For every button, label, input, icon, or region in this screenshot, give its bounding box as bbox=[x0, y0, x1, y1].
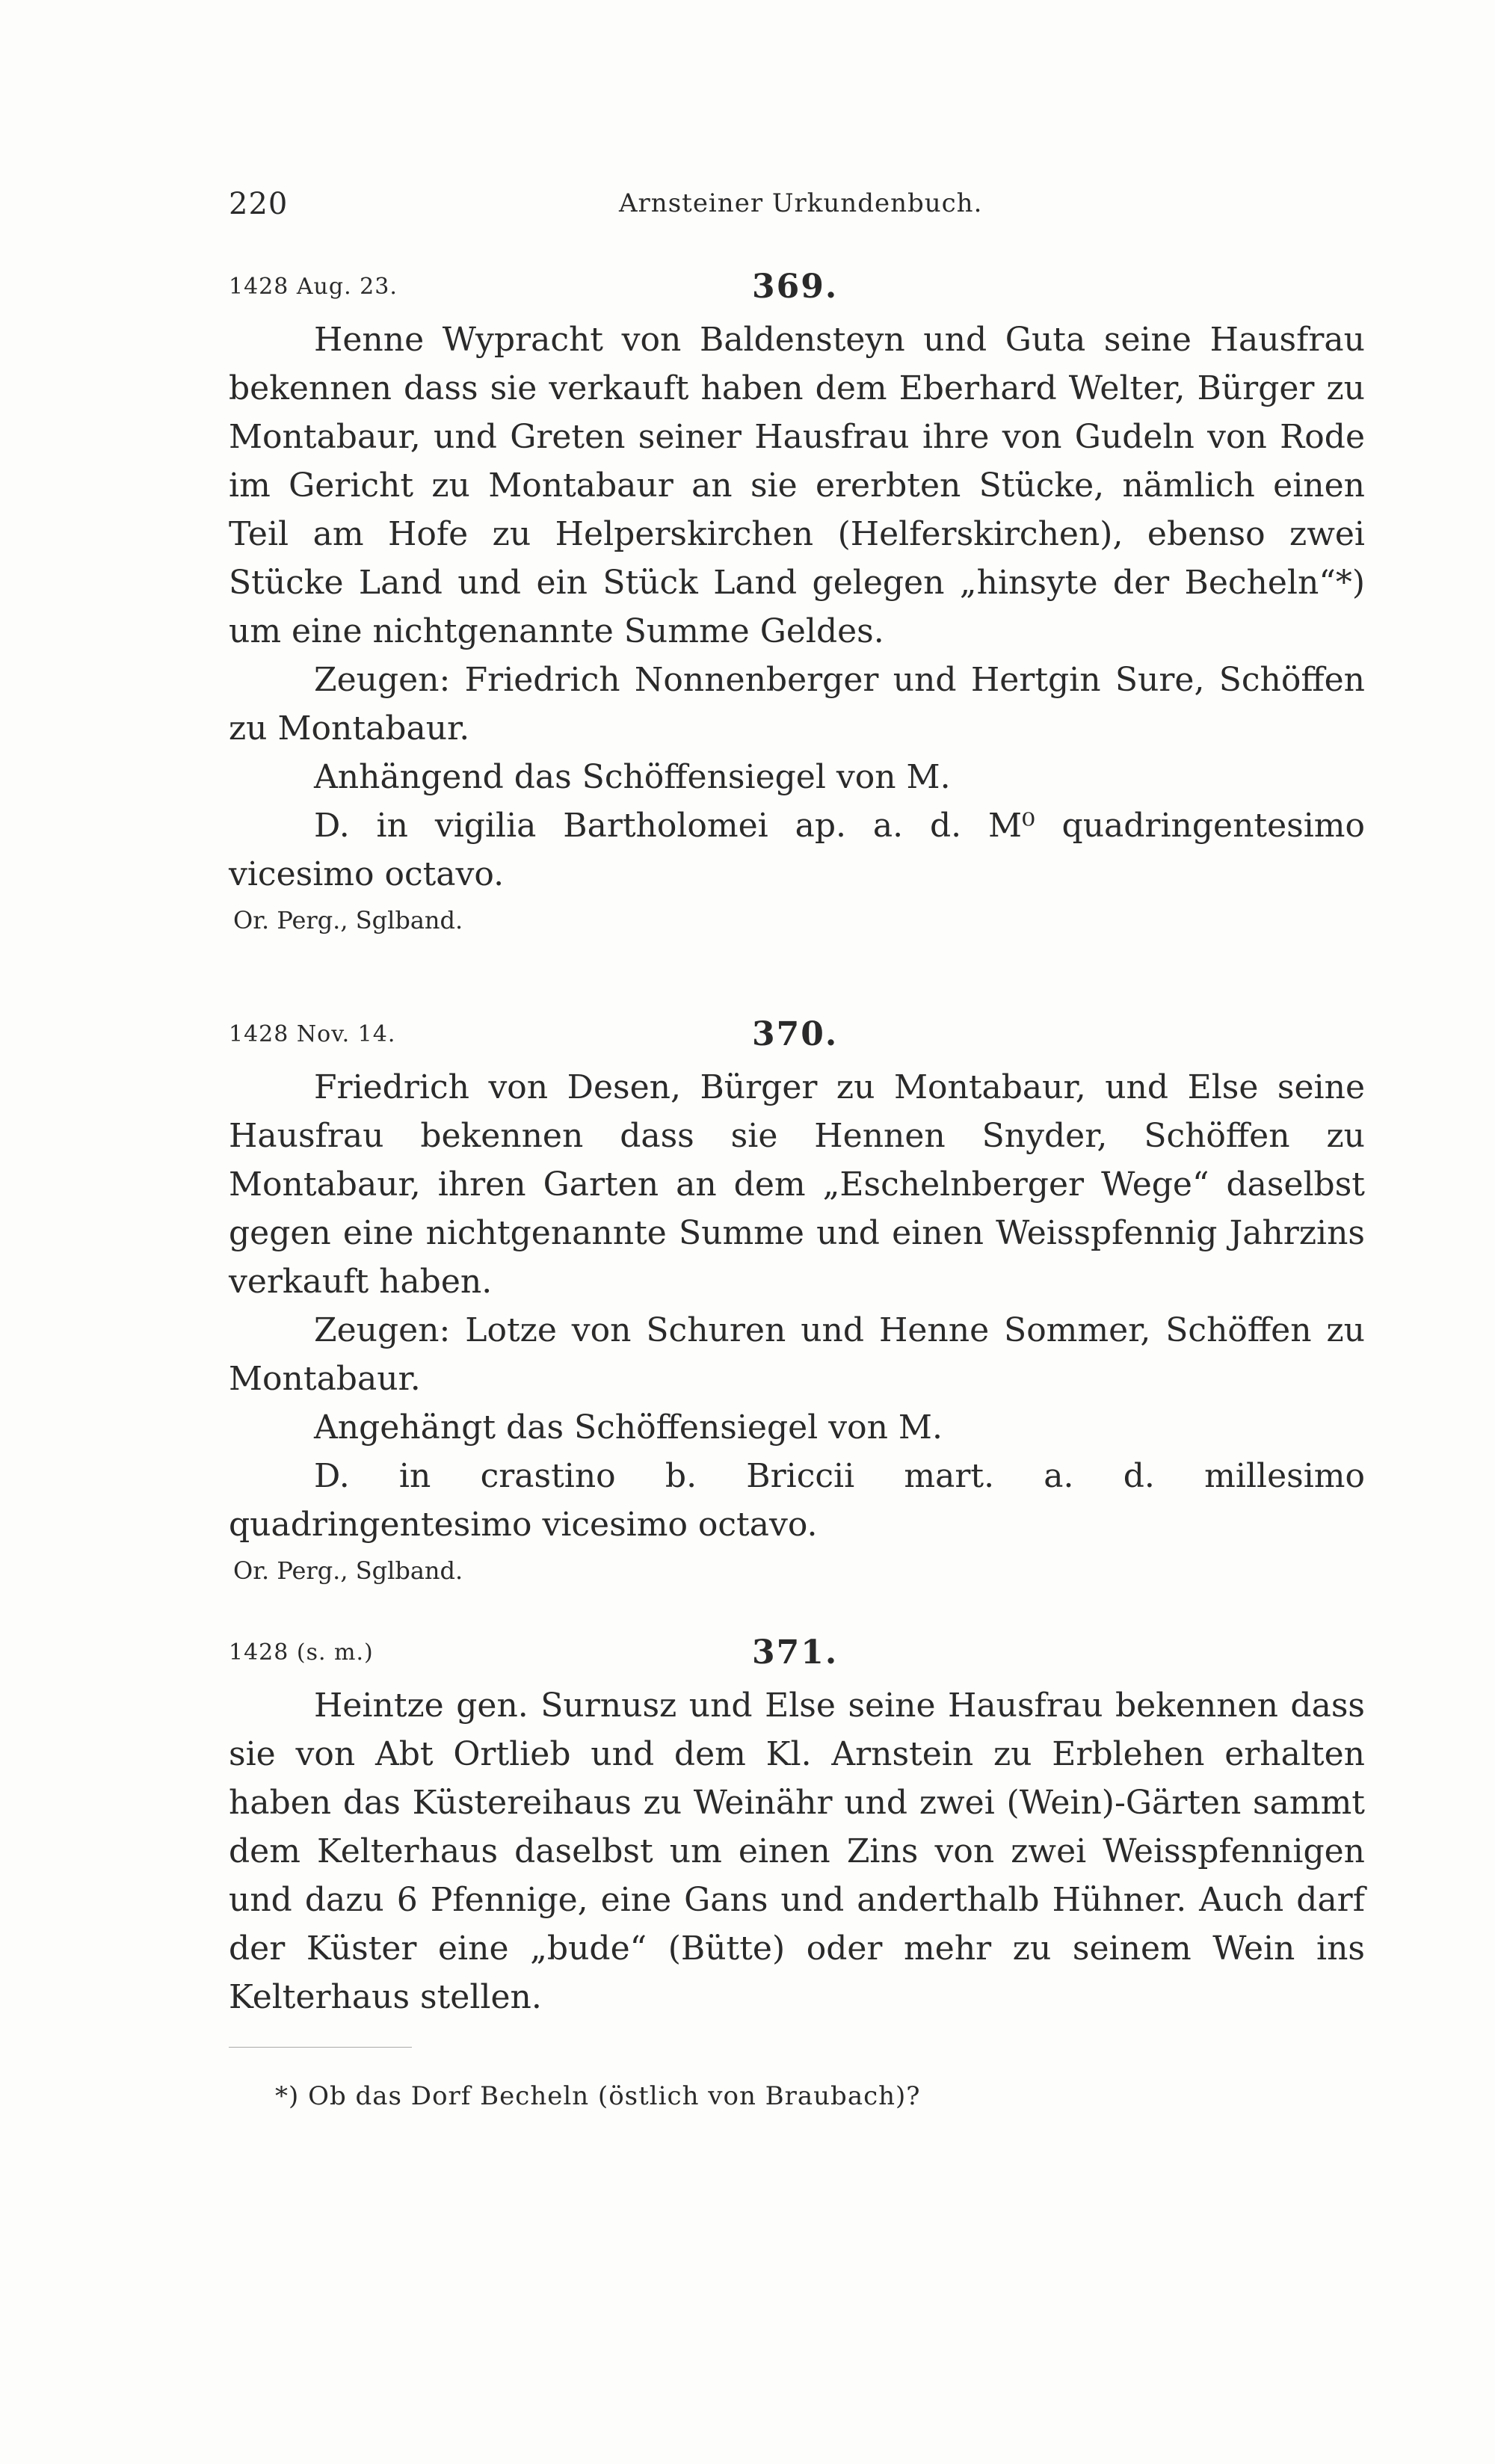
entry-witnesses: Zeugen: Friedrich Nonnenberger und Hertgin Sure, Schöffen zu Montabaur. bbox=[229, 661, 1365, 748]
entry-seal: Anhängend das Schöffensiegel von M. bbox=[314, 758, 951, 796]
entry-header bbox=[229, 1015, 1365, 1063]
entry-source: Or. Perg., Sglband. bbox=[233, 906, 463, 934]
entry-header bbox=[229, 1633, 1365, 1681]
entry-date: 1428 Aug. 23. bbox=[229, 274, 398, 300]
entry-number: 371. bbox=[752, 1633, 839, 1672]
running-head bbox=[229, 187, 1365, 239]
document-entry-370 bbox=[229, 1015, 1365, 1589]
book-title: Arnsteiner Urkundenbuch. bbox=[619, 188, 983, 218]
entry-summary: Friedrich von Desen, Bürger zu Montabaur, und Else seine Hausfrau bekennen dass sie Hennen Snyder, Schöffen zu Montabaur, ihren Garten an dem „Eschelnberger Wege“ daselbst gegen eine nichtgenannte Summe und einen Weisspfennig Jahrzins verkauft haben. bbox=[229, 1068, 1365, 1301]
document-entry-369 bbox=[229, 268, 1365, 939]
entry-summary: Heintze gen. Surnusz und Else seine Hausfrau bekennen dass sie von Abt Ortlieb und dem Kl. Arnstein zu Erblehen erhalten haben das Küstereihaus zu Weinähr und zwei (Wein)-Gärten sammt dem Kelterhaus daselbst um einen Zins von zwei Weisspfennigen und dazu 6 Pfennige, eine Gans und anderthalb Hühner. Auch darf der Küster eine „bude“ (Bütte) oder mehr zu seinem Wein ins Kelterhaus stellen. bbox=[229, 1687, 1365, 2016]
entry-date: 1428 (s. m.) bbox=[229, 1639, 374, 1666]
page-number: 220 bbox=[229, 187, 289, 221]
footnote: *) Ob das Dorf Becheln (östlich von Braubach)? bbox=[275, 2081, 921, 2111]
entry-number: 369. bbox=[752, 268, 839, 306]
entry-summary: Henne Wypracht von Baldensteyn und Guta seine Hausfrau bekennen dass sie verkauft haben dem Eberhard Welter, Bürger zu Montabaur, und Greten seiner Hausfrau ihre von Gudeln von Rode im Gericht zu Montabaur an sie ererbten Stücke, nämlich einen Teil am Hofe zu Helperskirchen (Helferskirchen), ebenso zwei Stücke Land und ein Stück Land gelegen „hinsyte der Becheln“*) um eine nichtgenannte Summe Geldes. bbox=[229, 321, 1365, 650]
entry-number: 370. bbox=[752, 1015, 839, 1053]
footnote-divider bbox=[229, 2047, 412, 2048]
entry-seal: Angehängt das Schöffensiegel von M. bbox=[314, 1408, 943, 1447]
entry-witnesses: Zeugen: Lotze von Schuren und Henne Sommer, Schöffen zu Montabaur. bbox=[229, 1311, 1365, 1398]
entry-dating-clause: D. in vigilia Bartholomei ap. a. d. M⁰ quadringentesimo vicesimo octavo. bbox=[229, 807, 1365, 893]
entry-dating-clause: D. in crastino b. Briccii mart. a. d. millesimo quadringentesimo vicesimo octavo. bbox=[229, 1457, 1365, 1544]
document-entry-371 bbox=[229, 1633, 1365, 2021]
entry-source: Or. Perg., Sglband. bbox=[233, 1556, 463, 1585]
entry-date: 1428 Nov. 14. bbox=[229, 1021, 396, 1047]
entry-header bbox=[229, 268, 1365, 315]
